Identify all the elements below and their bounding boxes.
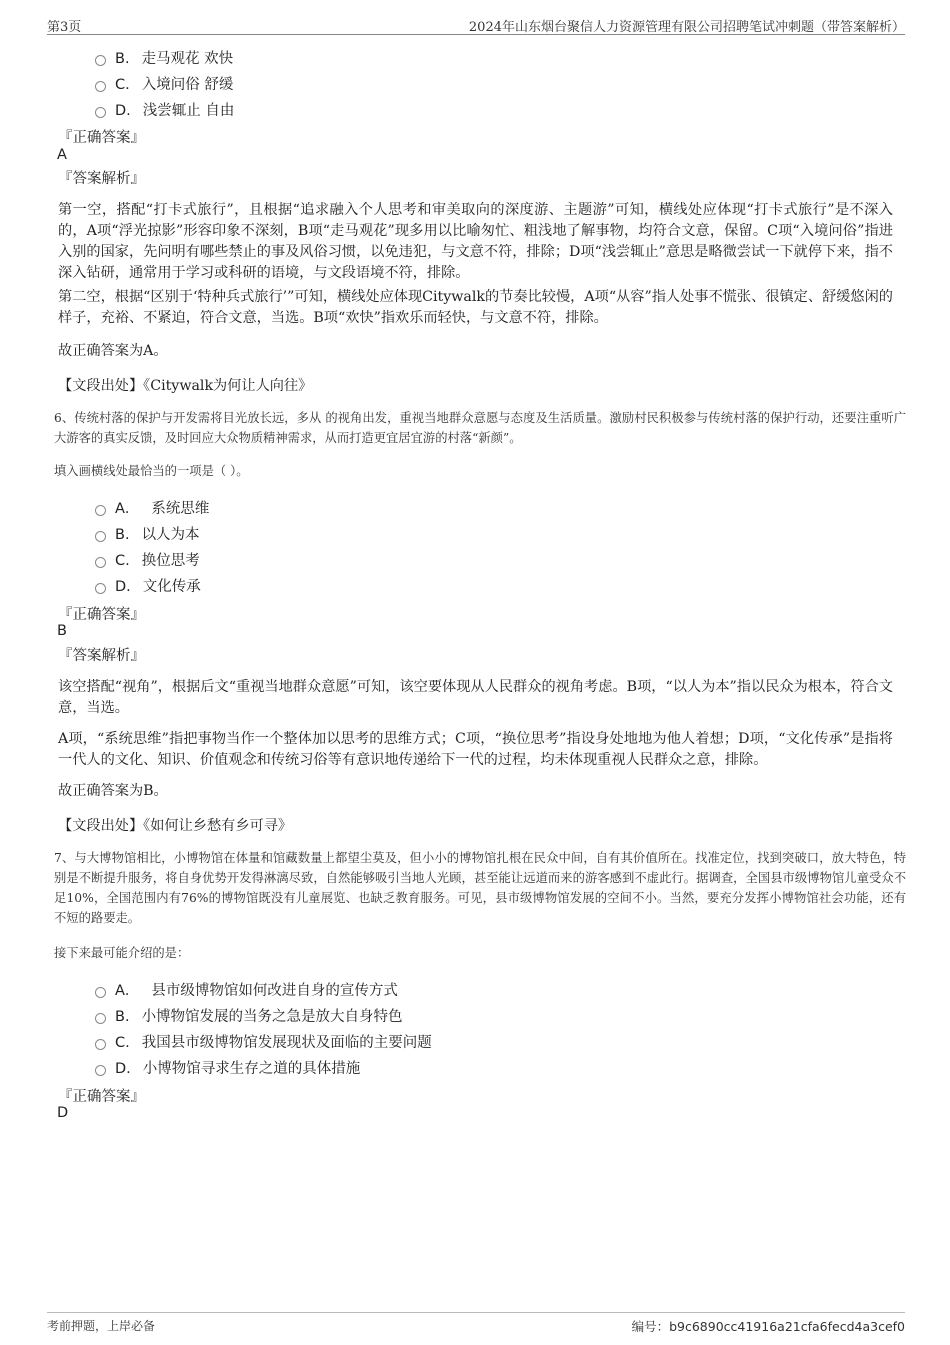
analysis-paragraph: A项，“系统思维”指把事物当作一个整体加以思考的思维方式；C项，“换位思考”指设身处地地为他人着想；D项，“文化传承”是指将一代人的文化、知识、价值观念和传统习俗等有意识地传递给下一代的过程，均未体现重视人民群众之意，排除。 xyxy=(58,731,893,768)
page-number: 第3页 xyxy=(47,20,82,35)
radio-icon[interactable] xyxy=(95,1039,106,1050)
answer-value: B xyxy=(57,623,67,639)
analysis-paragraph: 第一空，搭配“打卡式旅行”，且根据“追求融入个人思考和审美取向的深度游、主题游”可知，横线处应体现“打卡式旅行”是不深入的，A项“浮光掠影”形容印象不深刻，B项“走马观花”现多用以比喻匆忙、粗浅地了解事物，均符合文意，保留。C项“入境问俗”指进入别的国家，先问明有哪些禁止的事及风俗习惯，以免违犯，与文意不符，排除；D项“浅尝辄止”意思是略微尝试一下就停下来，指不深入钻研，通常用于学习或科研的语境，与文段语境不符，排除。 xyxy=(58,202,893,281)
option-b[interactable]: B. 小博物馆发展的当务之急是放大自身特色 xyxy=(95,1005,403,1025)
radio-icon[interactable] xyxy=(95,1013,106,1024)
source-citation: 【文段出处】《Citywalk为何让人向往》 xyxy=(58,378,313,394)
option-c[interactable]: C. 我国县市级博物馆发展现状及面临的主要问题 xyxy=(95,1031,432,1051)
analysis-conclusion: 故正确答案为A。 xyxy=(58,343,168,359)
radio-icon[interactable] xyxy=(95,1065,106,1076)
footer-slogan: 考前押题，上岸必备 xyxy=(47,1319,156,1333)
source-citation: 【文段出处】《如何让乡愁有乡可寻》 xyxy=(58,818,293,834)
radio-icon[interactable] xyxy=(95,81,106,92)
analysis-paragraph: 该空搭配“视角”，根据后文“重视当地群众意愿”可知，该空要体现从人民群众的视角考虑。B项，“以人为本”指以民众为根本，符合文意，当选。 xyxy=(58,679,893,716)
answer-value: D xyxy=(57,1105,69,1121)
option-d[interactable]: D. 文化传承 xyxy=(95,575,201,595)
question-prompt: 接下来最可能介绍的是： xyxy=(54,946,190,960)
radio-icon[interactable] xyxy=(95,557,106,568)
answer-value: A xyxy=(57,147,67,163)
radio-icon[interactable] xyxy=(95,107,106,118)
option-d[interactable]: D. 小博物馆寻求生存之道的具体措施 xyxy=(95,1057,360,1077)
option-b[interactable]: B. 以人为本 xyxy=(95,523,200,543)
question-stem: 7、与大博物馆相比，小博物馆在体量和馆藏数量上都望尘莫及，但小小的博物馆扎根在民众中间，自有其价值所在。找准定位，找到突破口，放大特色，特别是不断提升服务，将自身优势开发得淋漓尽致，自然能够吸引当地人光顾，甚至能让远道而来的游客感到不虚此行。据调查，全国县市级博物馆儿童受众不足10%，全国范围内有76%的博物馆既没有儿童展览、也缺乏教育服务。可见，县市级博物馆发展的空间不小。当然，要充分发挥小博物馆社会功能，还有不短的路要走。 xyxy=(54,851,906,925)
option-b[interactable]: B. 走马观花 欢快 xyxy=(95,47,233,67)
radio-icon[interactable] xyxy=(95,55,106,66)
question-stem: 6、传统村落的保护与开发需将目光放长远，多从 的视角出发，重视当地群众意愿与态度及生活质量。激励村民积极参与传统村落的保护行动，还要注重听广大游客的真实反馈，及时回应大众物质精神需求，从而打造更宜居宜游的村落“新颜”。 xyxy=(54,411,906,445)
option-d[interactable]: D. 浅尝辄止 自由 xyxy=(95,99,234,119)
option-c[interactable]: C. 入境问俗 舒缓 xyxy=(95,73,233,93)
answer-label: 『正确答案』 xyxy=(58,607,145,623)
option-a[interactable]: A． 系统思维 xyxy=(95,497,209,517)
question-prompt: 填入画横线处最恰当的一项是（ ）。 xyxy=(54,464,249,478)
document-title: 2024年山东烟台聚信人力资源管理有限公司招聘笔试冲刺题（带答案解析） xyxy=(468,20,905,35)
page-header xyxy=(47,14,905,35)
radio-icon[interactable] xyxy=(95,505,106,516)
answer-label: 『正确答案』 xyxy=(58,1089,145,1105)
page-footer xyxy=(47,1312,905,1335)
document-id: 编号：b9c6890cc41916a21cfa6fecd4a3cef0 xyxy=(631,1319,905,1334)
option-c[interactable]: C. 换位思考 xyxy=(95,549,200,569)
radio-icon[interactable] xyxy=(95,583,106,594)
analysis-label: 『答案解析』 xyxy=(58,171,145,187)
analysis-conclusion: 故正确答案为B。 xyxy=(58,783,168,799)
option-a[interactable]: A． 县市级博物馆如何改进自身的宣传方式 xyxy=(95,979,398,999)
radio-icon[interactable] xyxy=(95,987,106,998)
radio-icon[interactable] xyxy=(95,531,106,542)
analysis-label: 『答案解析』 xyxy=(58,648,145,664)
analysis-paragraph: 第二空，根据“区别于‘特种兵式旅行’”可知，横线处应体现Citywalk的节奏比较慢，A项“从容”指人处事不慌张、很镇定、舒缓悠闲的样子，充裕、不紧迫，符合文意，当选。B项“欢快”指欢乐而轻快，与文意不符，排除。 xyxy=(58,289,893,326)
answer-label: 『正确答案』 xyxy=(58,130,145,146)
